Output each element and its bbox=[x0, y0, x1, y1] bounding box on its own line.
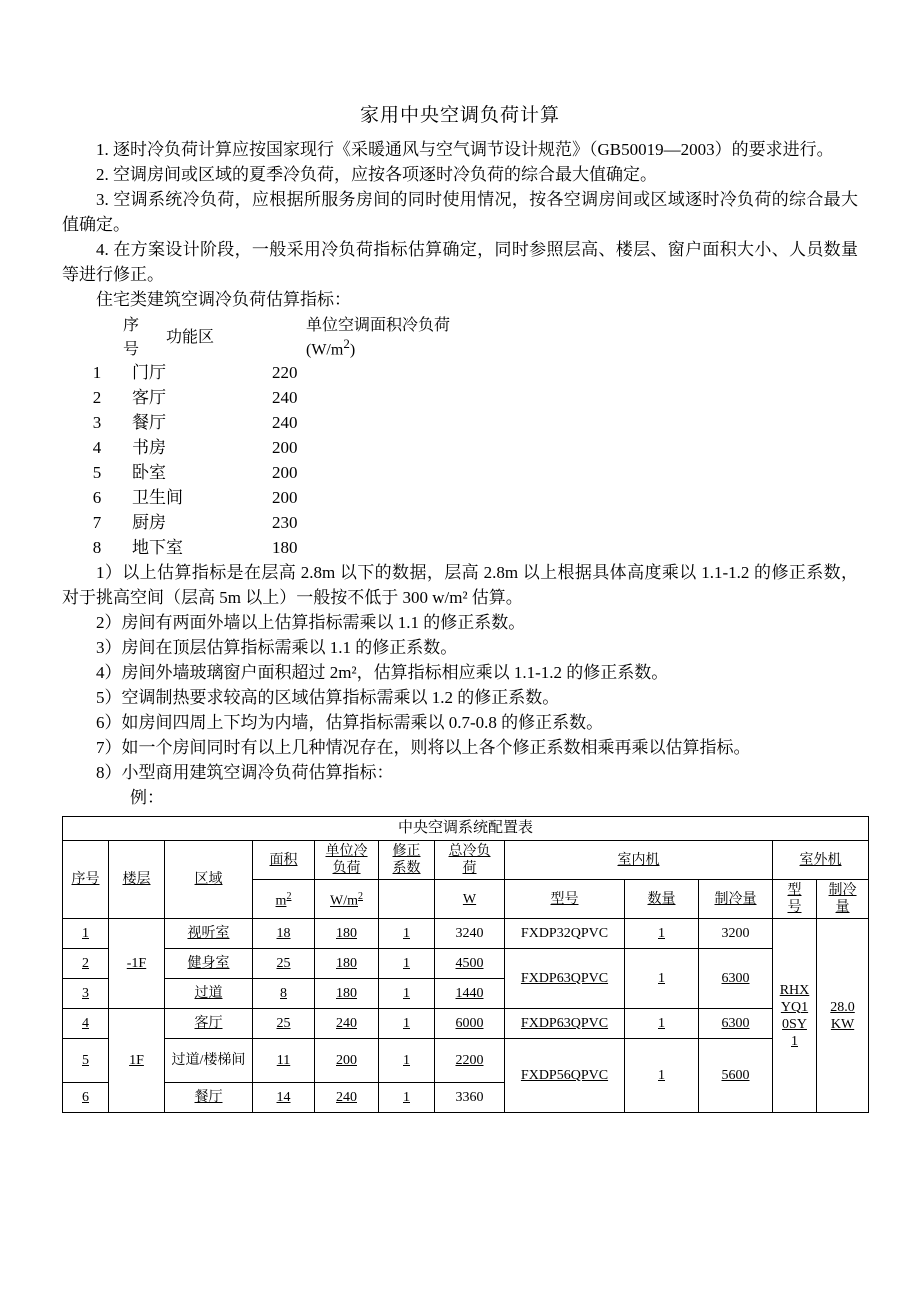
cell-unit-load: 240 bbox=[315, 1083, 379, 1113]
note-8: 8）小型商用建筑空调冷负荷估算指标： bbox=[96, 763, 394, 782]
cell-factor: 1 bbox=[379, 919, 435, 949]
header-total-unit: W bbox=[435, 880, 505, 919]
estimate-table-header bbox=[62, 312, 858, 360]
paragraph-3: 3. 空调系统冷负荷，应根据所服务房间的同时使用情况，按各空调房间或区域逐时冷负荷的综合最大值确定。 bbox=[62, 190, 858, 234]
cell-seq: 5 bbox=[63, 1039, 109, 1083]
header-outdoor-unit: 室外机 bbox=[773, 841, 869, 880]
cell-capacity: 6300 bbox=[699, 949, 773, 1009]
header-seq-line2: 号 bbox=[122, 341, 139, 358]
cell-model: FXDP56QPVC bbox=[505, 1039, 625, 1113]
paragraph-2: 2. 空调房间或区域的夏季冷负荷，应按各项逐时冷负荷的综合最大值确定。 bbox=[96, 165, 657, 184]
table-row bbox=[62, 535, 532, 560]
table-row bbox=[62, 460, 532, 485]
header-zone: 区域 bbox=[165, 841, 253, 919]
note-7: 7）如一个房间同时有以上几种情况存在，则将以上各个修正系数相乘再乘以估算指标。 bbox=[96, 738, 751, 757]
row-zone: 地下室 bbox=[132, 538, 183, 557]
cell-capacity: 6300 bbox=[699, 1009, 773, 1039]
estimate-intro: 住宅类建筑空调冷负荷估算指标： bbox=[96, 290, 351, 309]
table-row bbox=[63, 1039, 869, 1083]
header-floor: 楼层 bbox=[109, 841, 165, 919]
cell-unit-load: 180 bbox=[315, 979, 379, 1009]
cell-factor: 1 bbox=[379, 949, 435, 979]
cell-zone: 餐厅 bbox=[165, 1083, 253, 1113]
unit-suffix: ) bbox=[349, 341, 356, 359]
cell-qty: 1 bbox=[625, 949, 699, 1009]
estimate-index-table bbox=[62, 360, 532, 560]
row-value: 240 bbox=[272, 413, 298, 432]
note-3: 3）房间在顶层估算指标需乘以 1.1 的修正系数。 bbox=[96, 638, 458, 657]
cell-seq: 2 bbox=[63, 949, 109, 979]
row-zone: 厨房 bbox=[132, 513, 166, 532]
cell-capacity: 3200 bbox=[699, 919, 773, 949]
cell-qty: 1 bbox=[625, 919, 699, 949]
cell-total: 1440 bbox=[435, 979, 505, 1009]
header-unit-load-unit bbox=[306, 336, 355, 359]
cell-factor: 1 bbox=[379, 1009, 435, 1039]
unit-prefix: (W/m bbox=[306, 341, 344, 359]
header-capacity: 制冷量 bbox=[699, 880, 773, 919]
cell-zone: 过道/楼梯间 bbox=[165, 1039, 253, 1083]
row-no: 3 bbox=[92, 413, 102, 432]
row-no: 4 bbox=[92, 438, 102, 457]
header-model: 型号 bbox=[505, 880, 625, 919]
config-table-title: 中央空调系统配置表 bbox=[63, 817, 869, 841]
cell-zone: 健身室 bbox=[165, 949, 253, 979]
cell-qty: 1 bbox=[625, 1009, 699, 1039]
cell-factor: 1 bbox=[379, 979, 435, 1009]
cell-seq: 4 bbox=[63, 1009, 109, 1039]
cell-seq: 6 bbox=[63, 1083, 109, 1113]
header-outdoor-capacity: 制冷 量 bbox=[817, 880, 869, 919]
row-zone: 客厅 bbox=[132, 388, 166, 407]
cell-area: 8 bbox=[253, 979, 315, 1009]
cell-model: FXDP32QPVC bbox=[505, 919, 625, 949]
config-header-row-1 bbox=[63, 841, 869, 880]
row-no: 1 bbox=[92, 363, 102, 382]
header-outdoor-model: 型 号 bbox=[773, 880, 817, 919]
note-6: 6）如房间四周上下均为内墙，估算指标需乘以 0.7-0.8 的修正系数。 bbox=[96, 713, 604, 732]
table-row bbox=[62, 435, 532, 460]
cell-total: 3240 bbox=[435, 919, 505, 949]
row-value: 240 bbox=[272, 388, 298, 407]
header-area-unit: $m^2$ bbox=[253, 880, 315, 919]
note-1: 1）以上估算指标是在层高 2.8m 以下的数据，层高 2.8m 以上根据具体高度乘以 1.1-1.2 的修正系数，对于挑高空间（层高 5m 以上）一般按不低于 300 w/m² 估算。 bbox=[62, 563, 858, 607]
note-5: 5）空调制热要求较高的区域估算指标需乘以 1.2 的修正系数。 bbox=[96, 688, 560, 707]
header-factor-blank bbox=[379, 880, 435, 919]
row-value: 220 bbox=[272, 363, 298, 382]
cell-unit-load: 240 bbox=[315, 1009, 379, 1039]
cell-zone: 视听室 bbox=[165, 919, 253, 949]
cell-area: 14 bbox=[253, 1083, 315, 1113]
cell-seq: 3 bbox=[63, 979, 109, 1009]
row-zone: 卫生间 bbox=[132, 488, 183, 507]
page-title: 家用中央空调负荷计算 bbox=[359, 105, 560, 126]
header-qty: 数量 bbox=[625, 880, 699, 919]
cell-unit-load: 180 bbox=[315, 919, 379, 949]
note-4: 4）房间外墙玻璃窗户面积超过 2m²，估算指标相应乘以 1.1-1.2 的修正系数。 bbox=[96, 663, 669, 682]
table-row bbox=[63, 919, 869, 949]
header-unit-load-unit: $W/m^2$ bbox=[315, 880, 379, 919]
row-no: 7 bbox=[92, 513, 102, 532]
example-label: 例： bbox=[130, 788, 164, 807]
table-row bbox=[63, 1009, 869, 1039]
cell-unit-load: 200 bbox=[315, 1039, 379, 1083]
cell-outdoor-model: RHX YQ1 0SY 1 bbox=[773, 919, 817, 1113]
cell-total: 6000 bbox=[435, 1009, 505, 1039]
header-area: 面积 bbox=[253, 841, 315, 880]
table-row bbox=[62, 385, 532, 410]
header-unit-load: 单位冷 负荷 bbox=[315, 841, 379, 880]
cell-area: 18 bbox=[253, 919, 315, 949]
row-zone: 卧室 bbox=[132, 463, 166, 482]
table-row bbox=[62, 510, 532, 535]
row-value: 200 bbox=[272, 488, 298, 507]
cell-area: 25 bbox=[253, 949, 315, 979]
row-zone: 餐厅 bbox=[132, 413, 166, 432]
cell-total: 4500 bbox=[435, 949, 505, 979]
config-title-row bbox=[63, 817, 869, 841]
table-row bbox=[62, 410, 532, 435]
cell-model: FXDP63QPVC bbox=[505, 949, 625, 1009]
cell-qty: 1 bbox=[625, 1039, 699, 1113]
cell-seq: 1 bbox=[63, 919, 109, 949]
header-factor: 修正 系数 bbox=[379, 841, 435, 880]
cell-area: 25 bbox=[253, 1009, 315, 1039]
cell-total: 3360 bbox=[435, 1083, 505, 1113]
cell-zone: 过道 bbox=[165, 979, 253, 1009]
row-no: 5 bbox=[92, 463, 102, 482]
header-seq: 序号 bbox=[63, 841, 109, 919]
note-2: 2）房间有两面外墙以上估算指标需乘以 1.1 的修正系数。 bbox=[96, 613, 526, 632]
header-seq-line1: 序 bbox=[122, 317, 139, 334]
cell-factor: 1 bbox=[379, 1083, 435, 1113]
cell-outdoor-capacity: 28.0 KW bbox=[817, 919, 869, 1113]
row-zone: 书房 bbox=[132, 438, 166, 457]
row-value: 180 bbox=[272, 538, 298, 557]
header-total-load: 总冷负 荷 bbox=[435, 841, 505, 880]
cell-floor: -1F bbox=[109, 919, 165, 1009]
cell-model: FXDP63QPVC bbox=[505, 1009, 625, 1039]
cell-zone: 客厅 bbox=[165, 1009, 253, 1039]
header-indoor-unit: 室内机 bbox=[505, 841, 773, 880]
row-no: 6 bbox=[92, 488, 102, 507]
header-unit-load: 单位空调面积冷负荷 bbox=[306, 317, 451, 334]
paragraph-4: 4. 在方案设计阶段，一般采用冷负荷指标估算确定，同时参照层高、楼层、窗户面积大小、人员数量等进行修正。 bbox=[62, 240, 858, 284]
table-row bbox=[62, 485, 532, 510]
cell-capacity: 5600 bbox=[699, 1039, 773, 1113]
row-value: 230 bbox=[272, 513, 298, 532]
row-zone: 门厅 bbox=[132, 363, 166, 382]
cell-total: 2200 bbox=[435, 1039, 505, 1083]
row-value: 200 bbox=[272, 438, 298, 457]
row-no: 8 bbox=[92, 538, 102, 557]
cell-unit-load: 180 bbox=[315, 949, 379, 979]
unit-sup: 2 bbox=[343, 336, 350, 351]
cell-factor: 1 bbox=[379, 1039, 435, 1083]
table-row bbox=[63, 949, 869, 979]
row-value: 200 bbox=[272, 463, 298, 482]
paragraph-1: 1. 逐时冷负荷计算应按国家现行《采暖通风与空气调节设计规范》（GB50019—2003）的要求进行。 bbox=[96, 140, 834, 159]
notes-list bbox=[62, 560, 858, 810]
cell-area: 11 bbox=[253, 1039, 315, 1083]
header-function-zone: 功能区 bbox=[166, 329, 215, 346]
row-no: 2 bbox=[92, 388, 102, 407]
cell-floor: 1F bbox=[109, 1009, 165, 1113]
table-row bbox=[62, 360, 532, 385]
config-table bbox=[62, 816, 869, 1113]
